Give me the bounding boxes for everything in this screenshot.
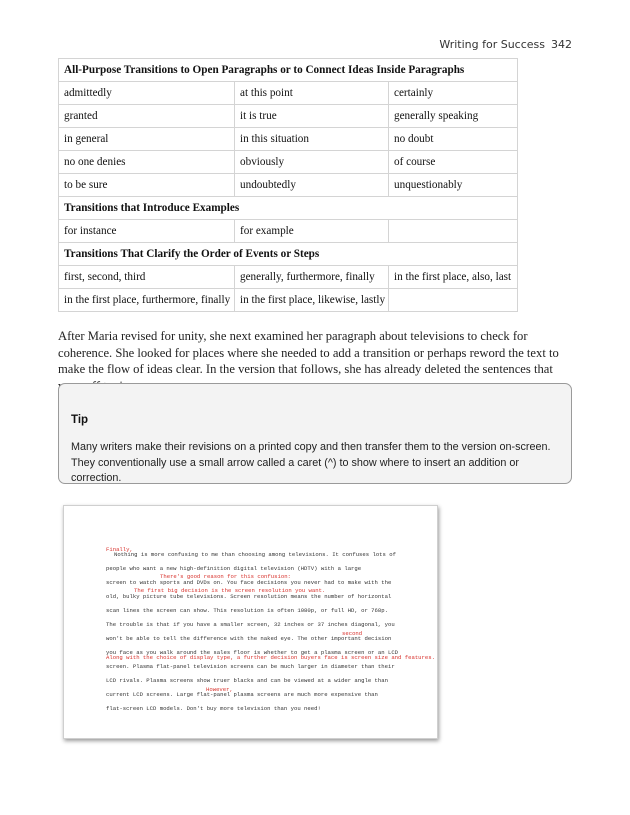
draft-line: LCD rivals. Plasma screens show truer blacks and can be viewed at a wider angle than (106, 677, 388, 684)
table-section-heading: Transitions that Introduce Examples (59, 197, 518, 220)
draft-line: current LCD screens. Large flat-panel plasma screens are much more expensive than (106, 691, 378, 698)
tip-callout (58, 383, 572, 484)
handwritten-insertion: Finally, (106, 546, 133, 553)
draft-line: you face as you walk around the sales floor is whether to get a plasma screen or an LCD (106, 649, 399, 656)
draft-line: screen to watch sports and DVDs on. You face decisions you never had to make with the (106, 579, 392, 586)
table-row: to be sure undoubtedly unquestionably (59, 174, 518, 197)
draft-line: scan lines the screen can show. This resolution is often 1080p, or full HD, or 768p. (106, 607, 388, 614)
table-section-heading: All-Purpose Transitions to Open Paragraphs or to Connect Ideas Inside Paragraphs (59, 59, 518, 82)
table-row: no one denies obviously of course (59, 151, 518, 174)
running-header (439, 38, 572, 51)
handwritten-insertion: However, (206, 686, 233, 693)
body-paragraph: After Maria revised for unity, she next examined her paragraph about televisions to check for coherence. She looked for places where she needed to add a transition or perhaps reword the text to make the flow of ideas clear. In the version that follows, she has already deleted the sentences that (58, 329, 559, 376)
transitions-table (58, 58, 518, 312)
table-row: admittedly at this point certainly (59, 82, 518, 105)
draft-line: screen. Plasma flat-panel television screens can be much larger in diameter than their (106, 663, 395, 670)
draft-line: won't be able to tell the difference with the naked eye. The other important decision (106, 635, 392, 642)
table-row: first, second, third generally, furthermore, finally in the first place, also, last (59, 266, 518, 289)
draft-line: old, bulky picture tube televisions. Screen resolution means the number of horizontal (106, 593, 392, 600)
handwritten-insertion: The first big decision is the screen resolution you want. (134, 587, 326, 594)
table-row: in general in this situation no doubt (59, 128, 518, 151)
handwritten-insertion: Along with the choice of display type, a further decision buyers face is screen size and features. (106, 654, 435, 661)
table-row: for instance for example (59, 220, 518, 243)
draft-line: Nothing is more confusing to me than choosing among televisions. It confuses lots of (114, 551, 396, 558)
table-row: in the first place, furthermore, finally in the first place, likewise, lastly (59, 289, 518, 312)
handwritten-insertion: There's good reason for this confusion: (160, 573, 291, 580)
handwritten-insertion: second (342, 630, 363, 637)
table-section-heading: Transitions That Clarify the Order of Events or Steps (59, 243, 518, 266)
draft-line: flat-screen LCD models. Don't buy more television than you need! (106, 705, 321, 712)
book-title: Writing for Success (439, 38, 545, 51)
marked-up-draft-image (63, 505, 438, 739)
draft-line: people who want a new high-definition digital television (HDTV) with a large (106, 565, 362, 572)
draft-line: The trouble is that if you have a smaller screen, 32 inches or 37 inches diagonal, you (106, 621, 395, 628)
table-row: granted it is true generally speaking (59, 105, 518, 128)
page-number: 342 (551, 38, 572, 51)
tip-title: Tip (71, 414, 89, 426)
tip-text: Many writers make their revisions on a printed copy and then transfer them to the version on-screen. They conventionally use a small arrow called a caret (^) to show where to insert an addition or correction. (71, 441, 551, 484)
